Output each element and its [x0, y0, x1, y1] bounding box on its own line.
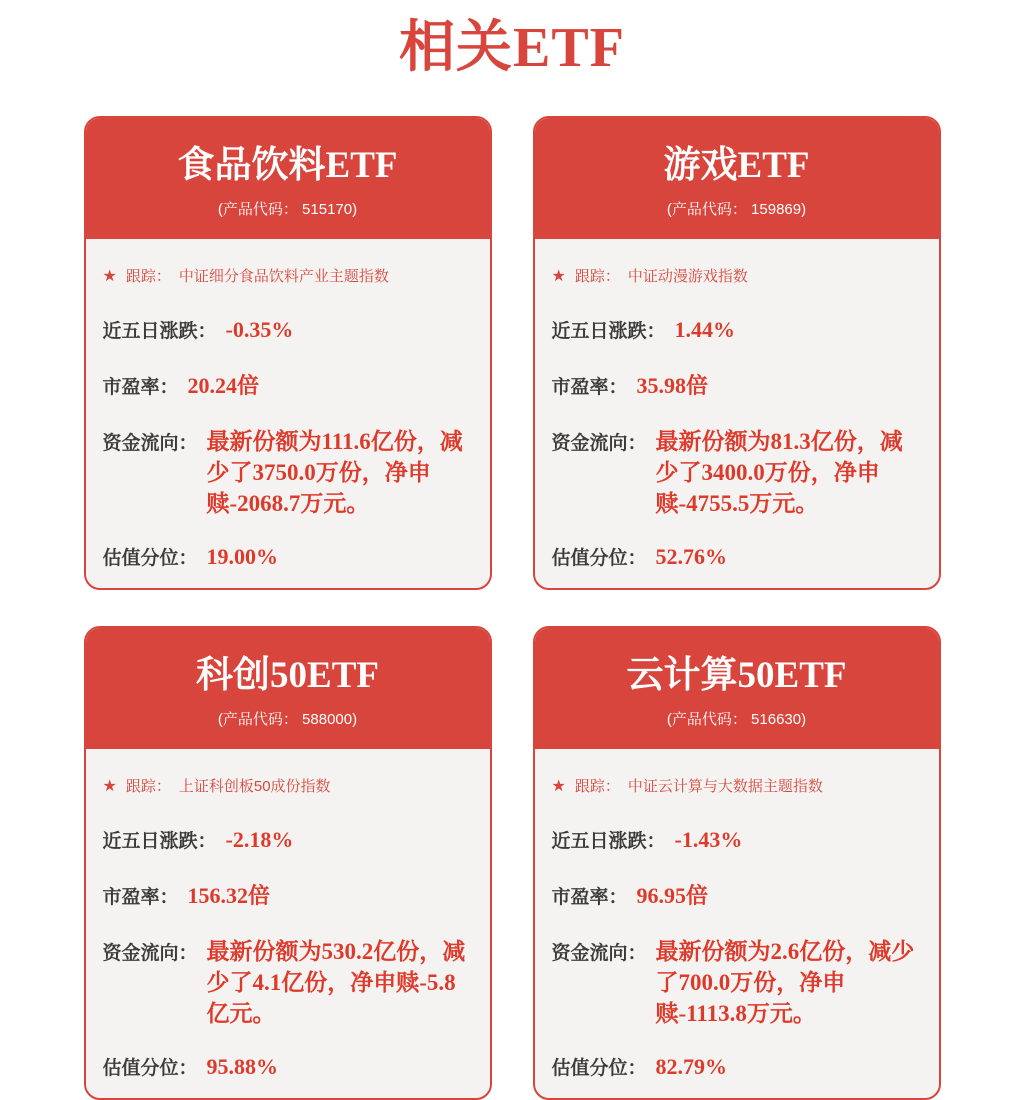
valuation-row: [552, 1053, 922, 1080]
change-value: -1.43%: [674, 827, 743, 852]
change-label: 近五日涨跌：: [551, 831, 666, 852]
pe-value: 96.95倍: [636, 883, 709, 908]
tracking-label: 跟踪：: [125, 268, 171, 285]
etf-product-code: (产品代码： 515170): [217, 201, 358, 218]
etf-name: 游戏ETF: [663, 145, 810, 186]
card-header: [535, 118, 939, 239]
etf-cards-grid: [0, 116, 1024, 1100]
valuation-value: 19.00%: [206, 544, 279, 569]
tracking-label: 跟踪：: [574, 268, 620, 285]
pe-label: 市盈率：: [102, 887, 179, 908]
pe-label: 市盈率：: [551, 887, 628, 908]
pe-label: 市盈率：: [551, 377, 628, 398]
star-icon: ★: [102, 777, 117, 795]
etf-product-code: (产品代码： 516630): [666, 711, 807, 728]
tracking-index-name: 中证动漫游戏指数: [627, 268, 748, 285]
card-header: [86, 628, 490, 749]
flow-value: 最新份额为530.2亿份，减少了4.1亿份，净申赎-5.8亿元。: [206, 939, 466, 1026]
flow-row: [552, 936, 922, 1029]
change-label: 近五日涨跌：: [102, 831, 217, 852]
valuation-value: 82.79%: [655, 1054, 728, 1079]
pe-value: 35.98倍: [636, 373, 709, 398]
page-title: 相关ETF: [399, 17, 625, 79]
etf-product-code: (产品代码： 588000): [217, 711, 358, 728]
pe-label: 市盈率：: [102, 377, 179, 398]
change-row: [103, 826, 473, 853]
pe-row: [103, 879, 473, 910]
tracking-index-name: 中证细分食品饮料产业主题指数: [178, 268, 389, 285]
change-row: [552, 826, 922, 853]
tracking-row: [552, 267, 922, 286]
change-value: -0.35%: [225, 317, 294, 342]
star-icon: ★: [551, 267, 566, 285]
tracking-row: [552, 777, 922, 796]
change-row: [552, 316, 922, 343]
card-header: [535, 628, 939, 749]
flow-label: 资金流向：: [102, 433, 198, 454]
change-row: [103, 316, 473, 343]
flow-row: [103, 426, 473, 519]
card-body: [86, 749, 490, 1098]
pe-value: 20.24倍: [187, 373, 260, 398]
etf-card-food-beverage: [84, 116, 492, 590]
flow-value: 最新份额为111.6亿份，减少了3750.0万份，净申赎-2068.7万元。: [206, 429, 463, 516]
valuation-label: 估值分位：: [102, 1058, 198, 1079]
flow-row: [552, 426, 922, 519]
pe-row: [103, 369, 473, 400]
valuation-row: [552, 543, 922, 570]
tracking-row: [103, 267, 473, 286]
etf-card-gaming: [533, 116, 941, 590]
change-label: 近五日涨跌：: [551, 321, 666, 342]
flow-row: [103, 936, 473, 1029]
star-icon: ★: [102, 267, 117, 285]
pe-row: [552, 879, 922, 910]
tracking-row: [103, 777, 473, 796]
change-label: 近五日涨跌：: [102, 321, 217, 342]
change-value: -2.18%: [225, 827, 294, 852]
pe-row: [552, 369, 922, 400]
pe-value: 156.32倍: [187, 883, 271, 908]
card-header: [86, 118, 490, 239]
etf-card-cloud50: [533, 626, 941, 1100]
etf-name: 云计算50ETF: [626, 655, 847, 696]
card-body: [86, 239, 490, 588]
valuation-label: 估值分位：: [551, 548, 647, 569]
valuation-label: 估值分位：: [102, 548, 198, 569]
valuation-row: [103, 543, 473, 570]
etf-card-star50: [84, 626, 492, 1100]
card-body: [535, 749, 939, 1098]
etf-product-code: (产品代码： 159869): [666, 201, 807, 218]
etf-name: 科创50ETF: [196, 655, 379, 696]
flow-label: 资金流向：: [551, 433, 647, 454]
flow-label: 资金流向：: [551, 943, 647, 964]
flow-label: 资金流向：: [102, 943, 198, 964]
valuation-value: 52.76%: [655, 544, 728, 569]
valuation-row: [103, 1053, 473, 1080]
card-body: [535, 239, 939, 588]
star-icon: ★: [551, 777, 566, 795]
tracking-label: 跟踪：: [574, 778, 620, 795]
tracking-label: 跟踪：: [125, 778, 171, 795]
tracking-index-name: 上证科创板50成份指数: [178, 778, 331, 795]
valuation-label: 估值分位：: [551, 1058, 647, 1079]
flow-value: 最新份额为81.3亿份，减少了3400.0万份，净申赎-4755.5万元。: [655, 429, 903, 516]
flow-value: 最新份额为2.6亿份，减少了700.0万份，净申赎-1113.8万元。: [655, 939, 915, 1026]
change-value: 1.44%: [674, 317, 736, 342]
etf-name: 食品饮料ETF: [177, 145, 398, 186]
valuation-value: 95.88%: [206, 1054, 279, 1079]
tracking-index-name: 中证云计算与大数据主题指数: [627, 778, 823, 795]
